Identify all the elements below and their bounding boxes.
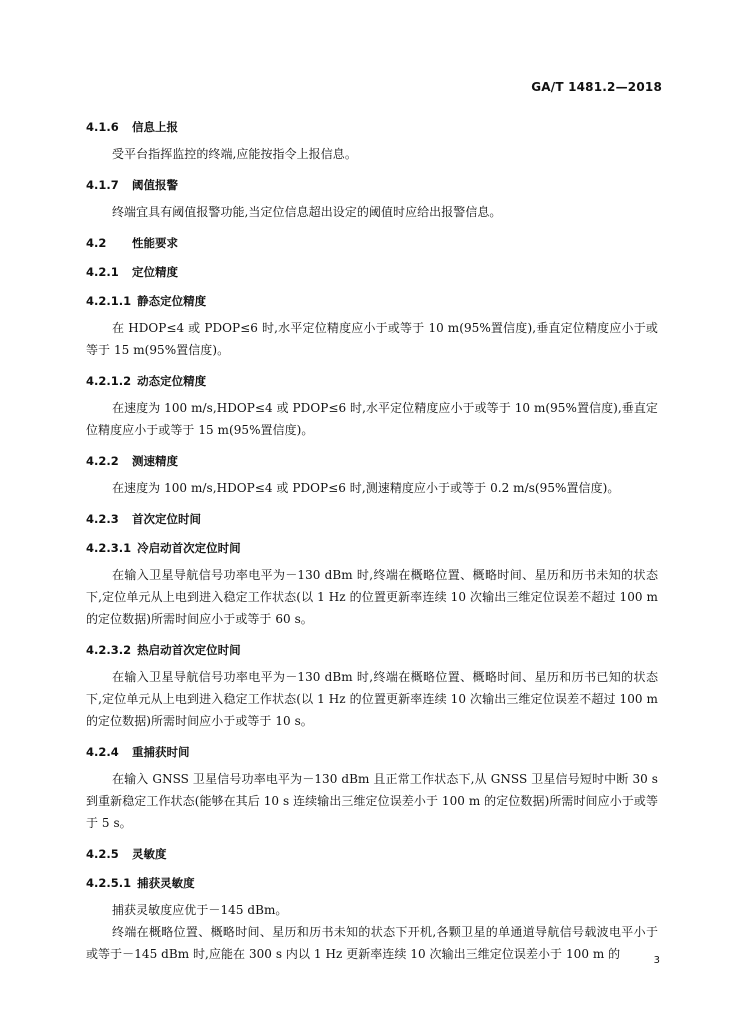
section-heading <box>86 641 658 659</box>
standard-code: GA/T 1481.2—2018 <box>531 80 662 94</box>
section-number: 4.2.3 <box>86 512 119 526</box>
paragraph: 在 HDOP≤4 或 PDOP≤6 时,水平定位精度应小于或等于 10 m(95%置信度),垂直定位精度应小于或等于 15 m(95%置信度)。 <box>86 321 658 357</box>
paragraph: 终端宜具有阈值报警功能,当定位信息超出设定的阈值时应给出报警信息。 <box>112 205 502 219</box>
section-heading <box>86 539 658 557</box>
section-heading <box>86 845 658 863</box>
section-heading <box>86 176 658 194</box>
page-number: 3 <box>653 955 660 966</box>
section-title: 定位精度 <box>132 265 178 279</box>
section-number: 4.2.5 <box>86 847 119 861</box>
section-number: 4.2.4 <box>86 745 119 759</box>
section-title: 静态定位精度 <box>137 294 207 308</box>
paragraph: 受平台指挥监控的终端,应能按指令上报信息。 <box>112 147 357 161</box>
section-title: 热启动首次定位时间 <box>137 643 241 657</box>
paragraph: 在输入卫星导航信号功率电平为－130 dBm 时,终端在概略位置、概略时间、星历和历书已知的状态下,定位单元从上电到进入稳定工作状态(以 1 Hz 的位置更新率连续 10 次输出三维定位误差不超过 100 m 的定位数据)所需时间应小于或等于 10 s。 <box>86 670 658 728</box>
section-number: 4.2.3.1 <box>86 541 132 555</box>
section-number: 4.2.1.1 <box>86 294 132 308</box>
section-number: 4.1.6 <box>86 120 119 134</box>
section-title: 冷启动首次定位时间 <box>137 541 241 555</box>
section-title: 灵敏度 <box>132 847 167 861</box>
section-heading <box>86 372 658 390</box>
section-title: 信息上报 <box>132 120 178 134</box>
section-heading <box>86 510 658 528</box>
paragraph: 终端在概略位置、概略时间、星历和历书未知的状态下开机,各颗卫星的单通道导航信号载波电平小于或等于－145 dBm 时,应能在 300 s 内以 1 Hz 更新率连续 10 次输出三维定位误差小于 100 m 的 <box>86 925 658 961</box>
paragraph: 在速度为 100 m/s,HDOP≤4 或 PDOP≤6 时,水平定位精度应小于或等于 10 m(95%置信度),垂直定位精度应小于或等于 15 m(95%置信度)。 <box>86 401 658 437</box>
section-number: 4.2.1 <box>86 265 119 279</box>
section-heading <box>86 874 658 892</box>
section-heading <box>86 452 658 470</box>
section-number: 4.2.2 <box>86 454 119 468</box>
paragraph: 在输入卫星导航信号功率电平为－130 dBm 时,终端在概略位置、概略时间、星历和历书未知的状态下,定位单元从上电到进入稳定工作状态(以 1 Hz 的位置更新率连续 10 次输出三维定位误差不超过 100 m 的定位数据)所需时间应小于或等于 60 s。 <box>86 568 658 626</box>
section-number: 4.2.5.1 <box>86 876 132 890</box>
section-heading <box>86 118 658 136</box>
section-title: 首次定位时间 <box>132 512 201 526</box>
section-title: 捕获灵敏度 <box>137 876 195 890</box>
section-number: 4.2 <box>86 236 107 250</box>
section-number: 4.2.1.2 <box>86 374 132 388</box>
section-heading <box>86 292 658 310</box>
paragraph: 在输入 GNSS 卫星信号功率电平为－130 dBm 且正常工作状态下,从 GNSS 卫星信号短时中断 30 s 到重新稳定工作状态(能够在其后 10 s 连续输出三维定位误差小于 100 m 的定位数据)所需时间应小于或等于 5 s。 <box>86 772 658 830</box>
paragraph: 在速度为 100 m/s,HDOP≤4 或 PDOP≤6 时,测速精度应小于或等于 0.2 m/s(95%置信度)。 <box>112 481 620 495</box>
section-heading <box>86 234 658 252</box>
section-number: 4.1.7 <box>86 178 119 192</box>
section-heading <box>86 743 658 761</box>
section-heading <box>86 263 658 281</box>
section-title: 阈值报警 <box>132 178 178 192</box>
section-title: 性能要求 <box>132 236 178 250</box>
document-body <box>86 118 658 965</box>
section-number: 4.2.3.2 <box>86 643 132 657</box>
paragraph: 捕获灵敏度应优于－145 dBm。 <box>112 903 288 917</box>
section-title: 测速精度 <box>132 454 178 468</box>
section-title: 重捕获时间 <box>132 745 190 759</box>
section-title: 动态定位精度 <box>137 374 207 388</box>
